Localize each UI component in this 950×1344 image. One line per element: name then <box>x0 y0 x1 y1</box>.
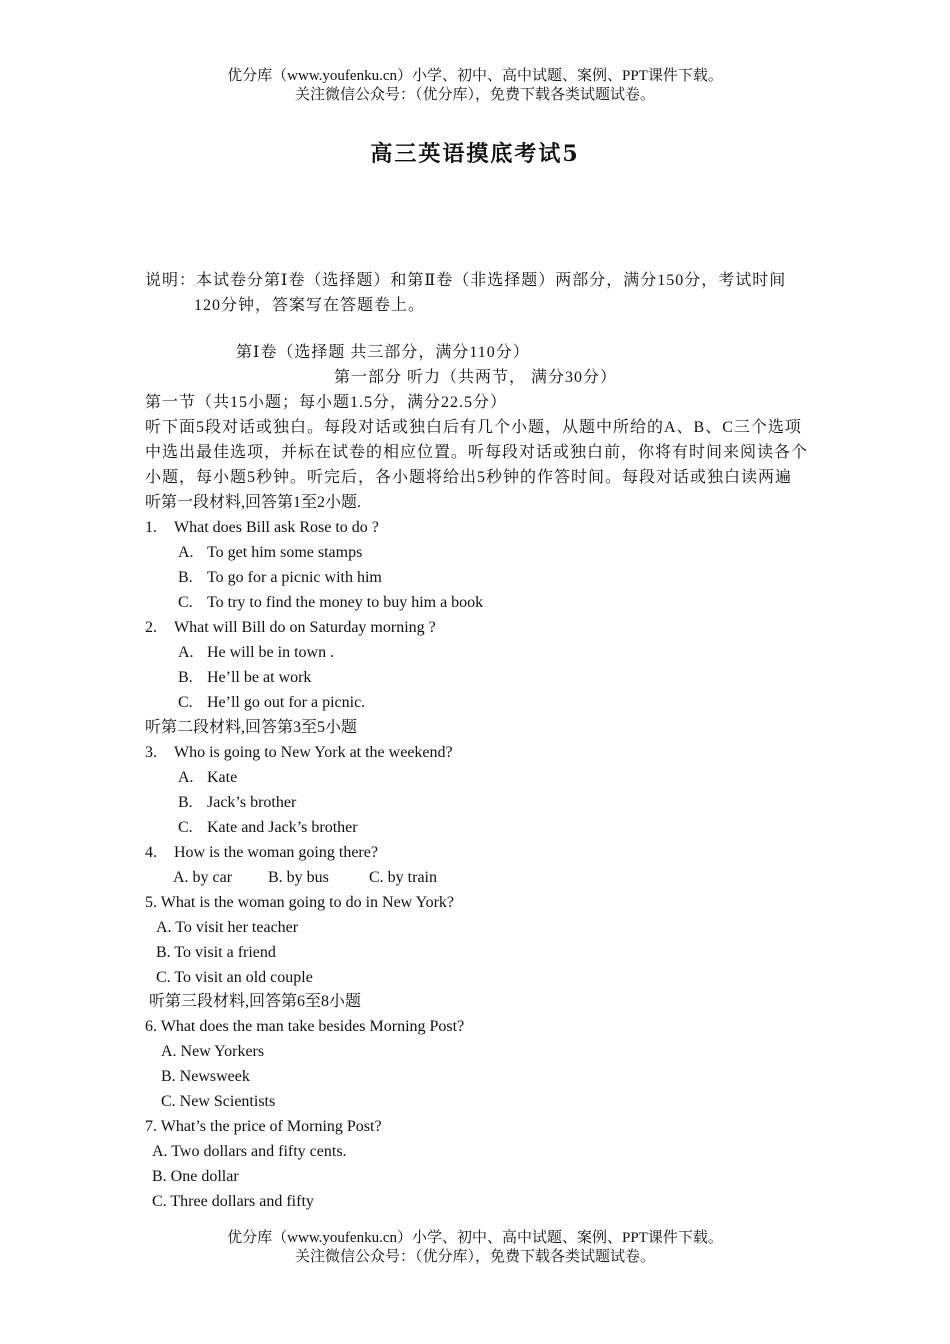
q4-option-a: A. by car <box>173 869 233 886</box>
question-number: 3. <box>145 744 157 761</box>
option-letter: C. <box>178 594 193 611</box>
option-letter: C. <box>178 694 193 711</box>
question-number: 4. <box>145 844 157 861</box>
header-line-1: 优分库（www.youfenku.cn）小学、初中、高中试题、案例、PPT课件下载。 <box>227 68 723 84</box>
option-letter: A. <box>178 544 194 561</box>
question-2 <box>145 617 436 639</box>
question-number: 2. <box>145 619 157 636</box>
option-letter: A. <box>178 769 194 786</box>
q6-option-c: C. New Scientists <box>161 1093 276 1110</box>
q2-option-c <box>178 692 365 714</box>
directions-line-3: 小题，每小题5秒钟。听完后，各小题将给出5秒钟的作答时间。每段对话或独白读两遍 <box>145 469 793 486</box>
material-2-heading: 听第二段材料,回答第3至5小题 <box>145 719 358 736</box>
option-letter: B. <box>178 794 193 811</box>
footer-line-2: 关注微信公众号：（优分库），免费下载各类试题试卷。 <box>294 1249 655 1265</box>
option-text: Jack’s brother <box>207 794 297 811</box>
option-text: He’ll be at work <box>207 669 312 686</box>
question-7: 7. What’s the price of Morning Post? <box>145 1118 382 1135</box>
question-text: What will Bill do on Saturday morning ? <box>174 619 436 636</box>
q3-option-b <box>178 792 296 814</box>
question-text: What does Bill ask Rose to do ? <box>174 519 379 536</box>
directions-line-1: 听下面5段对话或独白。每段对话或独白后有几个小题，从题中所给的A、B、C三个选项 <box>145 419 802 436</box>
q4-option-c: C. by train <box>369 869 437 886</box>
page-title: 高三英语摸底考试5 <box>370 141 580 167</box>
q1-option-a <box>178 542 362 564</box>
question-5: 5. What is the woman going to do in New York? <box>145 894 455 911</box>
q5-option-c: C. To visit an old couple <box>156 969 313 986</box>
part1-title: 第一部分 听力（共两节， 满分30分） <box>334 369 618 386</box>
section1-title: 第一节（共15小题；每小题1.5分，满分22.5分） <box>145 394 508 411</box>
option-letter: B. <box>178 569 193 586</box>
q2-option-a <box>178 642 334 664</box>
q1-option-b <box>178 567 382 589</box>
q4-option-b: B. by bus <box>268 869 329 886</box>
q7-option-b: B. One dollar <box>152 1168 239 1185</box>
instructions-line-1: 说明：本试卷分第Ⅰ卷（选择题）和第Ⅱ卷（非选择题）两部分，满分150分，考试时间 <box>145 272 787 289</box>
q1-option-c <box>178 592 483 614</box>
footer-line-1: 优分库（www.youfenku.cn）小学、初中、高中试题、案例、PPT课件下载。 <box>227 1230 723 1246</box>
question-number: 1. <box>145 519 157 536</box>
q7-option-a: A. Two dollars and fifty cents. <box>152 1143 347 1160</box>
question-3 <box>145 742 453 764</box>
option-letter: B. <box>178 669 193 686</box>
q6-option-a: A. New Yorkers <box>161 1043 265 1060</box>
header-line-2: 关注微信公众号：（优分库），免费下载各类试题试卷。 <box>294 87 655 103</box>
option-text: Kate and Jack’s brother <box>207 819 358 836</box>
instructions-line-2: 120分钟，答案写在答题卷上。 <box>194 297 426 314</box>
option-text: To get him some stamps <box>207 544 363 561</box>
q5-option-b: B. To visit a friend <box>156 944 276 961</box>
material-1-heading: 听第一段材料,回答第1至2小题. <box>145 494 362 511</box>
q3-option-a <box>178 767 237 789</box>
option-letter: C. <box>178 819 193 836</box>
question-1 <box>145 517 379 539</box>
question-text: How is the woman going there? <box>174 844 378 861</box>
option-letter: A. <box>178 644 194 661</box>
question-text: Who is going to New York at the weekend? <box>174 744 453 761</box>
option-text: Kate <box>207 769 238 786</box>
q2-option-b <box>178 667 311 689</box>
q3-option-c <box>178 817 358 839</box>
material-3-heading: 听第三段材料,回答第6至8小题 <box>149 993 362 1010</box>
question-6: 6. What does the man take besides Morning Post? <box>145 1018 465 1035</box>
option-text: He will be in town . <box>207 644 335 661</box>
directions-line-2: 中选出最佳选项，并标在试卷的相应位置。听每段对话或独白前，你将有时间来阅读各个 <box>145 444 809 461</box>
option-text: To try to find the money to buy him a book <box>207 594 484 611</box>
volume1-title: 第Ⅰ卷（选择题 共三部分，满分110分） <box>236 344 530 361</box>
question-4 <box>145 842 378 864</box>
q6-option-b: B. Newsweek <box>161 1068 250 1085</box>
option-text: To go for a picnic with him <box>207 569 382 586</box>
q7-option-c: C. Three dollars and fifty <box>152 1193 314 1210</box>
q5-option-a: A. To visit her teacher <box>156 919 299 936</box>
option-text: He’ll go out for a picnic. <box>207 694 366 711</box>
